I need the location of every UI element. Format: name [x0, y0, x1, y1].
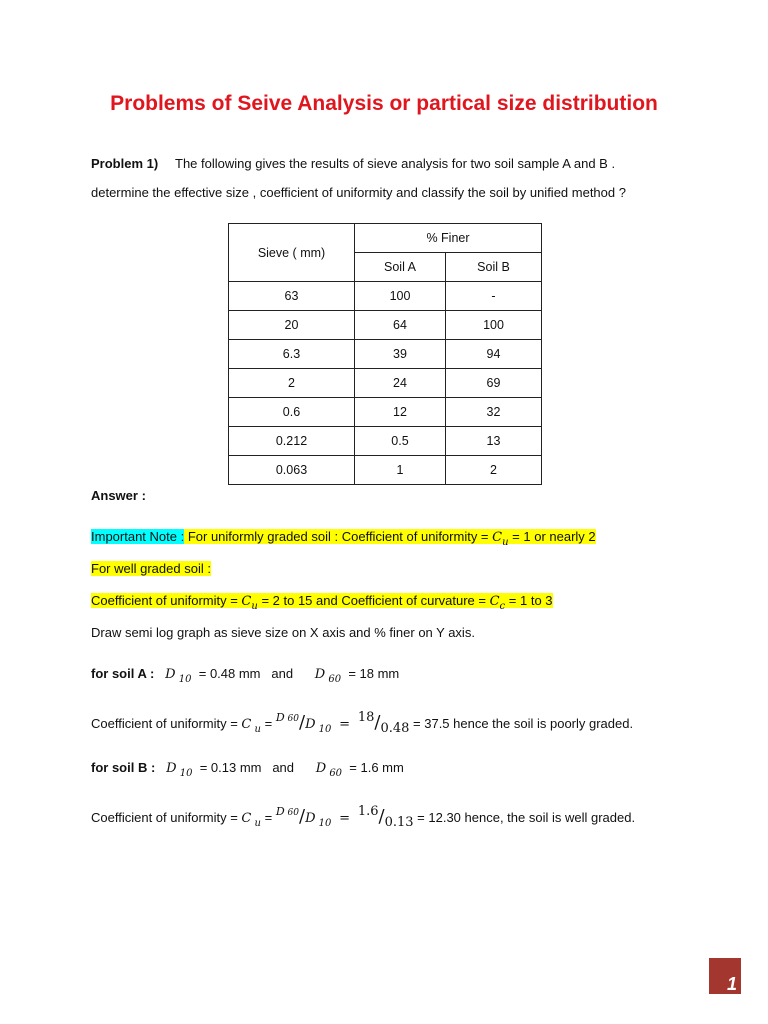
- table-row: [229, 311, 542, 340]
- cell-soil-a: 100: [355, 282, 446, 311]
- important-note-line: [91, 529, 596, 548]
- cell-soil-a: 39: [355, 340, 446, 369]
- d10-symbol: D $_{10}$: [305, 811, 332, 829]
- soil-b-and: and: [272, 760, 295, 775]
- d60-symbol: D $_{60}$: [314, 667, 342, 685]
- problem-line-1: [91, 156, 615, 171]
- header-sieve: Sieve ( mm): [229, 224, 355, 282]
- cell-sieve: 0.6: [229, 398, 355, 427]
- cell-sieve: 2: [229, 369, 355, 398]
- soil-b-cu-denominator: 0.13: [384, 815, 414, 830]
- cell-soil-a: 0.5: [355, 427, 446, 456]
- cell-sieve: 0.212: [229, 427, 355, 456]
- table-row: [229, 340, 542, 369]
- well-graded-criteria-line: [91, 593, 553, 612]
- cell-sieve: 0.063: [229, 456, 355, 485]
- cell-soil-b: 100: [446, 311, 542, 340]
- cell-sieve: 6.3: [229, 340, 355, 369]
- soil-b-cu-label: Coefficient of uniformity =: [91, 810, 242, 825]
- soil-a-cu-numerator: 18: [357, 710, 375, 725]
- table-row: [229, 398, 542, 427]
- soil-a-cu-result: = 37.5 hence the soil is poorly graded.: [413, 716, 634, 731]
- cu-range: = 2 to 15: [261, 593, 313, 608]
- header-finer: % Finer: [355, 224, 542, 253]
- problem-line-2: determine the effective size , coefficient of uniformity and classify the soil by unified method ?: [91, 185, 626, 200]
- cell-soil-a: 1: [355, 456, 446, 485]
- cell-soil-a: 12: [355, 398, 446, 427]
- well-graded-criteria: [91, 593, 553, 612]
- soil-a-cu-line: Coefficient of uniformity = C $_u$ = $^{D 60}$/D $_{10}$ = 18/0.48 = 37.5 hence the soil is poorly graded.: [91, 710, 634, 736]
- soil-b-cu-line: Coefficient of uniformity = C $_u$ = $^{D 60}$/D $_{10}$ = 1.6/0.13 = 12.30 hence, the soil is well graded.: [91, 804, 636, 830]
- cell-soil-b: 69: [446, 369, 542, 398]
- soil-a-d60: = 18 mm: [348, 666, 400, 681]
- uniform-graded-text: [184, 529, 596, 548]
- problem-text: The following gives the results of sieve analysis for two soil sample A and B .: [175, 156, 616, 171]
- cu-symbol: $C_u$: [241, 594, 258, 612]
- soil-a-label: for soil A :: [91, 666, 155, 681]
- cu-symbol: C $_u$: [241, 717, 261, 735]
- d60-symbol: D 60: [275, 805, 299, 818]
- soil-b-d60: = 1.6 mm: [349, 760, 404, 775]
- soil-b-cu-numerator: 1.6: [357, 804, 379, 819]
- soil-b-d10: = 0.13 mm: [199, 760, 262, 775]
- d10-symbol: D $_{10}$: [165, 667, 192, 685]
- cell-soil-b: 2: [446, 456, 542, 485]
- important-note-label: Important Note :: [91, 529, 185, 544]
- answer-label: Answer :: [91, 488, 146, 503]
- cell-soil-a: 64: [355, 311, 446, 340]
- table-row: [229, 282, 542, 311]
- cell-sieve: 20: [229, 311, 355, 340]
- table-row: [229, 456, 542, 485]
- table-row: [229, 427, 542, 456]
- header-soil-b: Soil B: [446, 253, 542, 282]
- soil-a-cu-label: Coefficient of uniformity =: [91, 716, 242, 731]
- d10-symbol: D $_{10}$: [166, 761, 193, 779]
- cc-criteria-prefix: and Coefficient of curvature =: [312, 593, 490, 608]
- soil-b-label: for soil B :: [91, 760, 156, 775]
- cc-range: = 1 to 3: [508, 593, 553, 608]
- cell-soil-b: 32: [446, 398, 542, 427]
- page-number-badge: 1: [709, 958, 741, 996]
- cc-symbol: $C_c$: [489, 594, 506, 612]
- soil-a-and: and: [271, 666, 294, 681]
- cell-soil-b: -: [446, 282, 542, 311]
- header-soil-a: Soil A: [355, 253, 446, 282]
- d60-symbol: D $_{60}$: [315, 761, 343, 779]
- d60-symbol: D 60: [275, 711, 299, 724]
- cell-soil-a: 24: [355, 369, 446, 398]
- cell-soil-b: 13: [446, 427, 542, 456]
- page-title: Problems of Seive Analysis or partical size distribution: [110, 92, 658, 115]
- well-graded-line: [91, 561, 211, 576]
- sieve-table: [228, 223, 542, 485]
- table-row: [229, 369, 542, 398]
- uniform-graded-prefix: For uniformly graded soil : Coefficient of uniformity =: [184, 529, 493, 544]
- cell-soil-b: 94: [446, 340, 542, 369]
- cu-symbol: C $_u$: [241, 811, 261, 829]
- soil-a-cu-denominator: 0.48: [380, 721, 410, 736]
- soil-b-cu-result: = 12.30 hence, the soil is well graded.: [417, 810, 636, 825]
- uniform-cu-value: = 1 or nearly 2: [512, 529, 596, 544]
- draw-instruction: Draw semi log graph as sieve size on X axis and % finer on Y axis.: [91, 625, 475, 640]
- soil-a-d-values: [91, 666, 400, 685]
- soil-b-d-values: [91, 760, 404, 779]
- well-graded-label: For well graded soil :: [91, 561, 211, 576]
- cu-criteria-prefix: Coefficient of uniformity =: [91, 593, 242, 608]
- soil-a-d10: = 0.48 mm: [198, 666, 261, 681]
- d10-symbol: D $_{10}$: [305, 717, 332, 735]
- problem-label: Problem 1): [91, 156, 159, 171]
- cell-sieve: 63: [229, 282, 355, 311]
- cu-symbol: $C_u$: [492, 530, 509, 548]
